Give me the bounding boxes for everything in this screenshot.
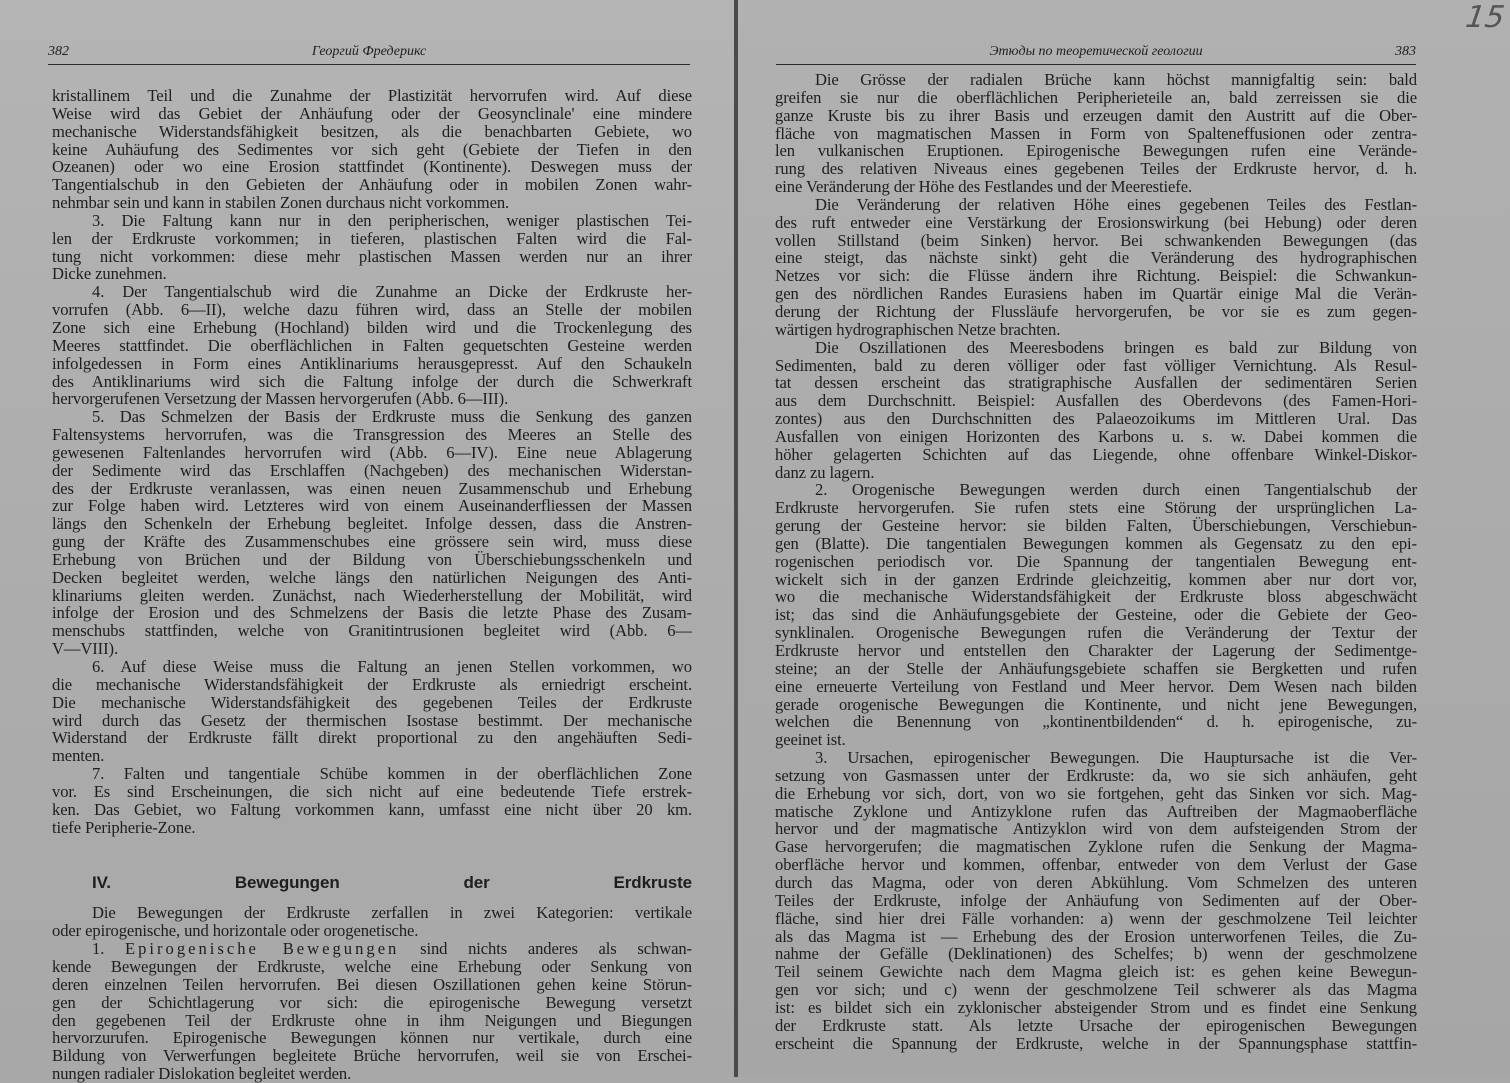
text-line: wärtigen hydrographischen Netze brachten. xyxy=(775,319,1061,339)
text-line: Ozeanen) oder wo eine Erosion stattfindet (Kontinente). Deswegen muss der xyxy=(52,157,692,177)
text-line: wo die mechanische Widerstandsfähigkeit der Erdkruste bloss abgeschwächt xyxy=(775,587,1417,607)
text-line: ist; das sind die Anhäufungsgebiete der Gesteine, oder die Gebiete der Geo- xyxy=(775,605,1417,625)
item-number: 1. xyxy=(92,939,105,959)
text-line: setzung von Gasmassen unter der Erdkruste: da, wo sie sich anhäufen, geht xyxy=(775,765,1417,785)
text-line: tat dessen erscheint das stratigraphische Ausfallen der sedimentären Serien xyxy=(775,373,1417,393)
text-line: eine Veränderung der Höhe des Festlandes und der Meerestiefe. xyxy=(775,177,1193,197)
text-line: derung der Richtung der Flussläufe hervorgerufen, be vor sie es zum gegen- xyxy=(775,301,1417,321)
text-line: Meeres stattfindet. Die oberflächlichen in Falten gequetschten Gesteine werden xyxy=(52,335,692,355)
text-line: gen der Schichtlagerung vor sich: die epirogenische Bewegung versetzt xyxy=(52,992,692,1012)
text-line: der Sedimente wird das Erschlaffen (Nachgeben) des mechanischen Widerstan- xyxy=(52,460,692,480)
text-line: matische Zyklone und Antizyklone rufen das Auftreiben der Magmaoberfläche xyxy=(775,801,1417,821)
text-line: des der Erdkruste veranlassen, was einen neuen Zusammenschub und Erhebung xyxy=(52,478,692,498)
text-line: nehmbar sein und kann in stabilen Zonen durchaus nicht vorkommen. xyxy=(52,193,510,213)
page-number: 383 xyxy=(1395,44,1416,59)
page-number: 382 xyxy=(48,44,69,59)
text-line: Erdkruste hervorgerufen. Sie rufen stets eine Störung der ursprünglichen La- xyxy=(775,498,1417,518)
text-line: menten. xyxy=(52,746,105,766)
text-line: eine erneuerte Verteilung von Festland und Meer hervor. Dem Wesen nach bilden xyxy=(775,676,1417,696)
text-line: oberfläche hervor und kommen, offenbar, entweder von dem Verlust der Gase xyxy=(775,855,1417,875)
paragraph-block xyxy=(52,87,692,836)
text-line: Zone sich eine Erhebung (Hochland) bilden wird und die Trockenlegung des xyxy=(52,317,692,337)
text-line: oder epirogenische, und horizontale oder orogenetische. xyxy=(52,921,419,941)
text-line: gewesenen Faltenlandes hervorrufen wird (Abb. 6—IV). Eine neue Ablagerung xyxy=(52,442,692,462)
text-line: rung des relativen Niveaus eines gegebenen Teiles der Erdkruste hervor, d. h. xyxy=(775,159,1417,179)
text-line: durch das Magma, oder von deren Abkühlung. Vom Schmelzen des unteren xyxy=(775,872,1417,892)
text-line: 7. Falten und tangentiale Schübe kommen in der oberflächlichen Zone xyxy=(92,764,692,784)
text-line: Faltensystems hervorrufen, was die Transgression des Meeres an Stelle des xyxy=(52,425,692,445)
left-body-text xyxy=(52,87,692,1083)
text-line: gen (Blatte). Die tangentialen Bewegungen kommen als Gegensatz zu den epi- xyxy=(775,533,1417,553)
text-line: Widerstand der Erdkruste fällt direkt proportional zu den angehäuften Sedi- xyxy=(52,728,692,748)
text-line: des Antiklinariums wird sich die Faltung infolge der durch die Schwerkraft xyxy=(52,371,692,391)
text-line: Dicke zunehmen. xyxy=(52,264,167,284)
text-line: erscheint die Spannung der Erdkruste, welche in der Spannungsphase stattfin- xyxy=(775,1033,1417,1053)
text-line: Decken begleitet werden, welche längs den natürlichen Neigungen des Anti- xyxy=(52,567,692,587)
text-line: längs den Schenkeln der Erhebung begleitet. Infolge dessen, dass die Anstren- xyxy=(52,514,692,534)
text-line: menschubs stattfinden, welche von Granitintrusionen begleitet wird (Abb. 6— xyxy=(52,621,692,641)
text-line: ken. Das Gebiet, wo Faltung vorkommen kann, umfasst eine nicht über 20 km. xyxy=(52,799,692,819)
text-line: Erhebung von Brüchen und der Bildung von Überschiebungsschenkeln und xyxy=(52,549,692,569)
text-line: tung nicht vorkommen: diese mehr plastischen Massen werden nur an ihrer xyxy=(52,246,692,266)
text-line: fläche, sind hier drei Fälle vorhanden: a) wenn der geschmolzene Teil leichter xyxy=(775,908,1417,928)
text-line: nahme der Gefälle (Deklinationen) des Schelfes; b) wenn der geschmolzene xyxy=(775,944,1417,964)
text-line: vollen Stillstand (beim Sinken) hervor. Bei schwankenden Bewegungen (das xyxy=(775,230,1417,250)
text-line: rogenischen periodisch vor. Die Spannung der tangentialen Bewegung ent- xyxy=(775,551,1417,571)
text-line: Bildung von Verwerfungen begleitete Brüche hervorrufen, weil sie von Erschei- xyxy=(52,1046,692,1066)
text-line: infolge der Erosion und des Schmelzens der Basis die letzte Phase des Zusam- xyxy=(52,603,692,623)
text-line: V—VIII). xyxy=(52,639,119,659)
text-line: Teil seinem Gewichte nach dem Magma gleich ist: es gehen keine Bewegun- xyxy=(775,962,1417,982)
text-line: Die Grösse der radialen Brüche kann höchst mannigfaltig sein: bald xyxy=(815,70,1417,89)
text-line: 3. Die Faltung kann nur in den peripherischen, weniger plastischen Tei- xyxy=(92,210,692,230)
text-line: den gegebenen Teil der Erdkruste ohne in ihm Neigungen und Biegungen xyxy=(52,1010,692,1030)
text-line: der Erdkruste statt. Als letzte Ursache der epirogenischen Bewegungen xyxy=(775,1015,1417,1035)
text-line: fläche von magmatischen Massen in Form von Spalteneffusionen oder zentra- xyxy=(775,123,1417,143)
section-heading: IV. Bewegungen der Erdkruste xyxy=(92,873,692,893)
text-line: synklinalen. Orogenische Bewegungen rufen die Veränderung der Textur der xyxy=(775,623,1417,643)
spaced-term: Epirogenische Bewegungen xyxy=(124,939,400,959)
text-line: die Erhebung vor sich, dort, von wo sie fortgehen, geht das Sinken vor sich. Mag- xyxy=(775,783,1417,803)
handwritten-mark: 15 xyxy=(1463,0,1507,35)
text-line: Ausfallen von einigen Horizonten des Karbons u. s. w. Dabei kommen die xyxy=(775,426,1417,446)
text-line: zontes) aus den Durchschnitten des Palaeozoikums im Mittleren Ural. Das xyxy=(775,409,1417,429)
text-line: klinariums gleiten werden. Zunächst, nach Wiederherstellung der Mobilität, wird xyxy=(52,585,692,605)
text-line: Weise wird das Gebiet der Anhäufung oder der Geosynclinale' eine mindere xyxy=(52,103,692,123)
text-line: 5. Das Schmelzen der Basis der Erdkruste muss die Senkung des ganzen xyxy=(92,407,692,427)
running-head-title: Этюды по теоретической геологии xyxy=(989,44,1203,59)
text-line: gen des nördlichen Randes Eurasiens haben im Quartär einige Mal die Verän- xyxy=(775,284,1417,304)
text-line: zur Folge haben wird. Letzteres wird von einem Auseinanderfliessen der Massen xyxy=(52,496,692,516)
section-spacer xyxy=(52,836,692,870)
text-line: vorrufen (Abb. 6—II), welche dazu führen wird, dass an Stelle der mobilen xyxy=(52,300,692,320)
paragraph-block xyxy=(52,958,692,1083)
text-line: Netzes vor sich: die Flüsse ändern ihre Richtung. Beispiel: die Schwankun- xyxy=(775,266,1417,286)
text-line: aus dem Durchschnitt. Beispiel: Ausfallen des Oberdevons (des Famen-Hori- xyxy=(775,391,1417,411)
left-page xyxy=(0,0,734,1083)
text-line: Die mechanische Widerstandsfähigkeit des gegebenen Teiles der Erdkruste xyxy=(52,692,692,712)
text-line: wird durch das Gesetz der thermischen Isostase bestimmt. Der mechanische xyxy=(52,710,692,730)
text-line: deren einzelnen Teilen hervorrufen. Bei diesen Oszillationen gehen keine Störun- xyxy=(52,974,692,994)
text-line: die mechanische Widerstandsfähigkeit der Erdkruste als erniedrigt erscheint. xyxy=(52,674,692,694)
paragraph-block xyxy=(775,71,1417,1052)
text-line: tiefe Peripherie-Zone. xyxy=(52,817,196,837)
right-body-text xyxy=(775,71,1417,1052)
text-line: gung der Kräfte des Zusammenschubes eine grössere sein wird, muss diese xyxy=(52,532,692,552)
text-line: Die Veränderung der relativen Höhe eines gegebenen Teiles des Festlan- xyxy=(815,194,1417,214)
text-line: 2. Orogenische Bewegungen werden durch einen Tangentialschub der xyxy=(815,480,1417,500)
text-line: greifen sie nur die oberflächlichen Peripherieteile an, bald zerreissen sie die xyxy=(775,87,1417,107)
text-line: Teiles der Erdkruste, infolge der Anhäufung von Sedimenten auf der Ober- xyxy=(775,890,1417,910)
text-line: hervorgerufenen Versetzung der Massen hervorgerufen (Abb. 6—III). xyxy=(52,389,509,409)
text-line: hervor und der magmatische Antizyklon wird von dem aufsteigenden Strom der xyxy=(775,819,1417,839)
text-line: Tangentialschub in den Gebieten der Anhäufung oder in mobilen Zonen wahr- xyxy=(52,175,692,195)
text-line: Die Oszillationen des Meeresbodens bringen es bald zur Bildung von xyxy=(815,337,1417,357)
text-line: len der Erdkruste vorkommen; in tieferen, plastischen Falten wird die Fal- xyxy=(52,228,692,248)
text-line: danz zu lagern. xyxy=(775,462,875,482)
text-line: ist: es bildet sich ein zyklonischer absteigender Strom und es findet eine Senkung xyxy=(775,997,1417,1017)
text-line xyxy=(52,940,692,958)
text-line: kende Bewegungen der Erdkruste, welche eine Erhebung oder Senkung von xyxy=(52,956,692,976)
running-head-title: Георгий Фредерикс xyxy=(311,44,427,59)
paragraph-block xyxy=(52,904,692,940)
text-line: geeinet ist. xyxy=(775,730,846,750)
text-line: 6. Auf diese Weise muss die Faltung an jenen Stellen vorkommen, wo xyxy=(92,657,692,676)
left-running-head xyxy=(48,44,690,65)
text-line: als das Magma ist — Erhebung des der Erosion unterworfenen Teiles, die Zu- xyxy=(775,926,1417,946)
text-line: gerade orogenische Bewegungen die Kontinente, und nicht jene Bewegungen, xyxy=(775,694,1417,714)
text-line: vor. Es sind Erscheinungen, die sich nicht auf eine bedeutende Tiefe erstrek- xyxy=(52,781,692,801)
right-running-head xyxy=(776,44,1416,65)
text-line: infolgedessen in Form eines Antiklinariums herausgepresst. Auf den Schaukeln xyxy=(52,353,692,373)
text-line: len vulkanischen Eruptionen. Epirogenische Bewegungen rufen eine Verände- xyxy=(775,141,1417,161)
text-line: gen vor sich; und c) wenn der geschmolzene Teil schwerer als das Magma xyxy=(775,980,1417,1000)
text-line: kristallinem Teil und die Zunahme der Plastizität hervorrufen wird. Auf diese xyxy=(52,86,692,105)
text-line: wickelt sich in der ganzen Erdrinde gleichzeitig, kommen aber nur dort vor, xyxy=(775,569,1417,589)
text-line: höher gelagerten Schichten auf das Liegende, ohne offenbare Winkel-Diskor- xyxy=(775,444,1417,464)
text-line: mechanische Widerstandsfähigkeit besitzen, als die benachbarten Gebiete, wo xyxy=(52,121,692,141)
text-line: 4. Der Tangentialschub wird die Zunahme an Dicke der Erdkruste her- xyxy=(92,282,692,302)
text-line: des ruft entweder eine Verstärkung der Erosionswirkung (bei Hebung) oder deren xyxy=(775,212,1417,232)
text-line: Erdkruste hervor und entstellen den Charakter der Lagerung der Sedimentge- xyxy=(775,641,1417,660)
right-page xyxy=(738,0,1510,1077)
text-line: gerung der Gesteine hervor: sie bilden Falten, Überschiebungen, Verschiebun- xyxy=(775,516,1417,536)
text-line: Die Bewegungen der Erdkruste zerfallen in zwei Kategorien: vertikale xyxy=(92,903,692,923)
text-line: ganze Kruste bis zu ihrer Basis und erzeugen damit den Austritt auf die Ober- xyxy=(775,105,1417,125)
text-line: welchen die Benennung von „kontinentbildenden“ d. h. epirogenische, zu- xyxy=(775,712,1417,732)
text-line: 3. Ursachen, epirogenischer Bewegungen. Die Hauptursache ist die Ver- xyxy=(815,748,1417,768)
text-line: steine; an der Stelle der Anhäufungsgebiete schaffen sie Bergketten und rufen xyxy=(775,658,1417,678)
item-text: sind nichts anderes als schwan- xyxy=(420,939,692,959)
text-line: eine steigt, das nächste sinkt) geht die Veränderung des hydrographischen xyxy=(775,248,1417,268)
text-line: keine Auhäufung des Sedimentes vor sich geht (Gebiete der Tiefen in den xyxy=(52,139,692,159)
text-line: Sedimenten, bald zu deren völliger oder fast völliger Vernichtung. Als Resul- xyxy=(775,355,1417,375)
text-line: nungen radialer Dislokation begleitet werden. xyxy=(52,1064,352,1083)
text-line: Gase hervorgerufen; die magmatischen Zyklone rufen die Senkung der Magma- xyxy=(775,837,1417,857)
text-line: hervorzurufen. Epirogenische Bewegungen können nur vertikale, durch eine xyxy=(52,1028,692,1048)
